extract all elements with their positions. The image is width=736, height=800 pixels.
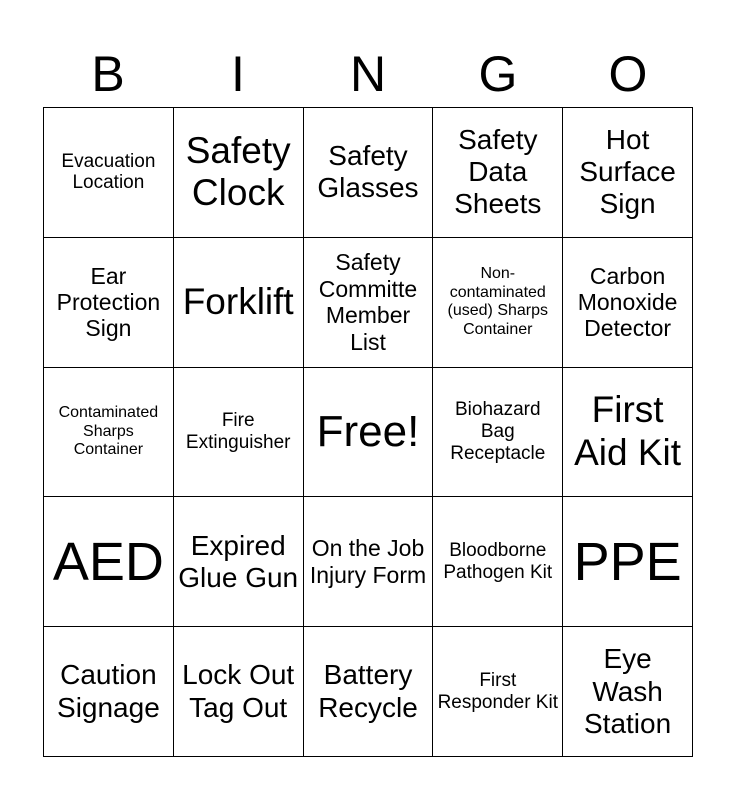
cell-text: Eye Wash Station	[584, 643, 672, 739]
bingo-cell[interactable]	[174, 368, 304, 498]
bingo-cell[interactable]	[563, 108, 693, 238]
bingo-cell[interactable]	[304, 108, 434, 238]
cell-text: First Aid Kit	[574, 389, 682, 473]
header-letter-i: I	[231, 46, 245, 102]
bingo-cell[interactable]	[563, 238, 693, 368]
bingo-cell[interactable]	[174, 238, 304, 368]
bingo-cell[interactable]	[44, 238, 174, 368]
cell-text: AED	[52, 531, 164, 592]
header-letter-n: N	[349, 46, 387, 102]
cell-text: On the Job Injury Form	[309, 535, 427, 588]
bingo-cell[interactable]	[174, 497, 304, 627]
cell-text: Evacuation Location	[61, 150, 156, 194]
cell-text: Hot Surface Sign	[579, 124, 676, 220]
cell-text: Ear Protection Sign	[56, 262, 161, 342]
header-letter-o: O	[608, 46, 648, 102]
bingo-cell[interactable]	[174, 108, 304, 238]
bingo-cell[interactable]	[563, 627, 693, 757]
bingo-cell[interactable]	[433, 497, 563, 627]
cell-text: Biohazard Bag Receptacle	[450, 399, 546, 464]
cell-text: Safety Data Sheets	[454, 124, 542, 220]
bingo-cell[interactable]	[433, 368, 563, 498]
header-letter-b: B	[91, 46, 125, 102]
cell-text: Fire Extinguisher	[185, 410, 291, 453]
cell-text: Safety Glasses	[317, 140, 419, 204]
cell-text: Contaminated Sharps Container	[58, 404, 159, 459]
bingo-cell[interactable]	[433, 108, 563, 238]
cell-text: PPE	[573, 531, 682, 592]
cell-text: Carbon Monoxide Detector	[577, 262, 678, 342]
bingo-cell[interactable]	[44, 108, 174, 238]
bingo-cell[interactable]	[563, 368, 693, 498]
cell-text: Safety Clock	[185, 129, 291, 214]
cell-text: Expired Glue Gun	[178, 529, 299, 593]
bingo-cell[interactable]	[433, 627, 563, 757]
bingo-board	[43, 107, 693, 757]
cell-text: First Responder Kit	[437, 669, 558, 713]
cell-text: Non-contaminated (used) Sharps Container	[447, 265, 549, 338]
cell-text: Forklift	[182, 280, 294, 322]
bingo-cell[interactable]	[44, 368, 174, 498]
free-space-text: Free!	[316, 406, 420, 456]
bingo-cell[interactable]	[304, 627, 434, 757]
cell-text: Safety Committe Member List	[318, 249, 418, 355]
bingo-cell-free[interactable]	[304, 368, 434, 498]
cell-text: Caution Signage	[57, 659, 160, 723]
bingo-cell[interactable]	[433, 238, 563, 368]
cell-text: Bloodborne Pathogen Kit	[443, 539, 553, 583]
cell-text: Battery Recycle	[318, 659, 418, 723]
bingo-header	[43, 40, 693, 108]
bingo-cell[interactable]	[304, 238, 434, 368]
bingo-cell[interactable]	[44, 497, 174, 627]
bingo-cell[interactable]	[304, 497, 434, 627]
bingo-cell[interactable]	[44, 627, 174, 757]
header-letter-g: G	[478, 46, 518, 102]
bingo-cell[interactable]	[563, 497, 693, 627]
bingo-cell[interactable]	[174, 627, 304, 757]
cell-text: Lock Out Tag Out	[182, 659, 295, 723]
